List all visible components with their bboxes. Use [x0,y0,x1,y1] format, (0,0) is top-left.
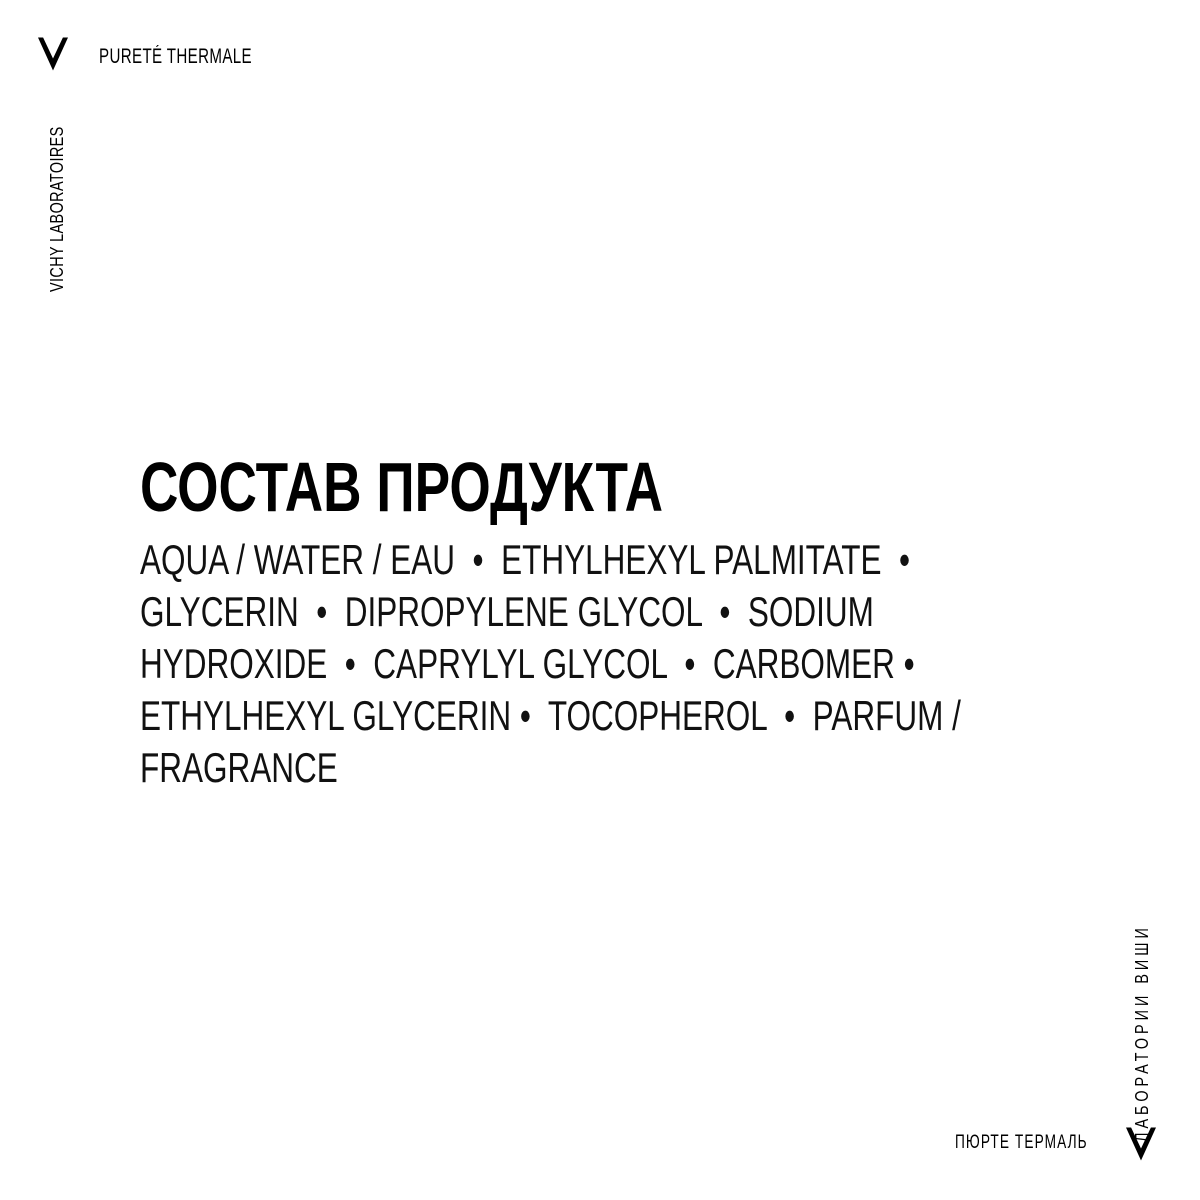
ingredients-list [140,534,961,794]
vichy-v-logo-bottom [1126,1126,1156,1162]
vertical-brand-label-right: ЛАБОРАТОРИИ ВИШИ [1132,924,1152,1142]
v-logo-icon [1126,1126,1156,1162]
ingredients-line: GLYCERIN • DIPROPYLENE GLYCOL • SODIUM [140,588,874,635]
ingredients-line: ETHYLHEXYL GLYCERIN • TOCOPHEROL • PARFUM / [140,692,961,739]
vichy-v-logo-top [38,37,68,71]
v-logo-icon [38,37,68,71]
product-line-label-top: PURETÉ THERMALE [99,45,252,68]
product-line-label-bottom: ПЮРТЕ ТЕРМАЛЬ [955,1132,1088,1153]
vertical-brand-label-left: VICHY LABORATOIRES [47,126,67,292]
ingredients-line: HYDROXIDE • CAPRYLYL GLYCOL • CARBOMER • [140,640,915,687]
ingredients-line: AQUA / WATER / EAU • ETHYLHEXYL PALMITATE • [140,536,911,583]
page-title: СОСТАВ ПРОДУКТА [140,447,664,526]
ingredients-line: FRAGRANCE [140,744,338,791]
